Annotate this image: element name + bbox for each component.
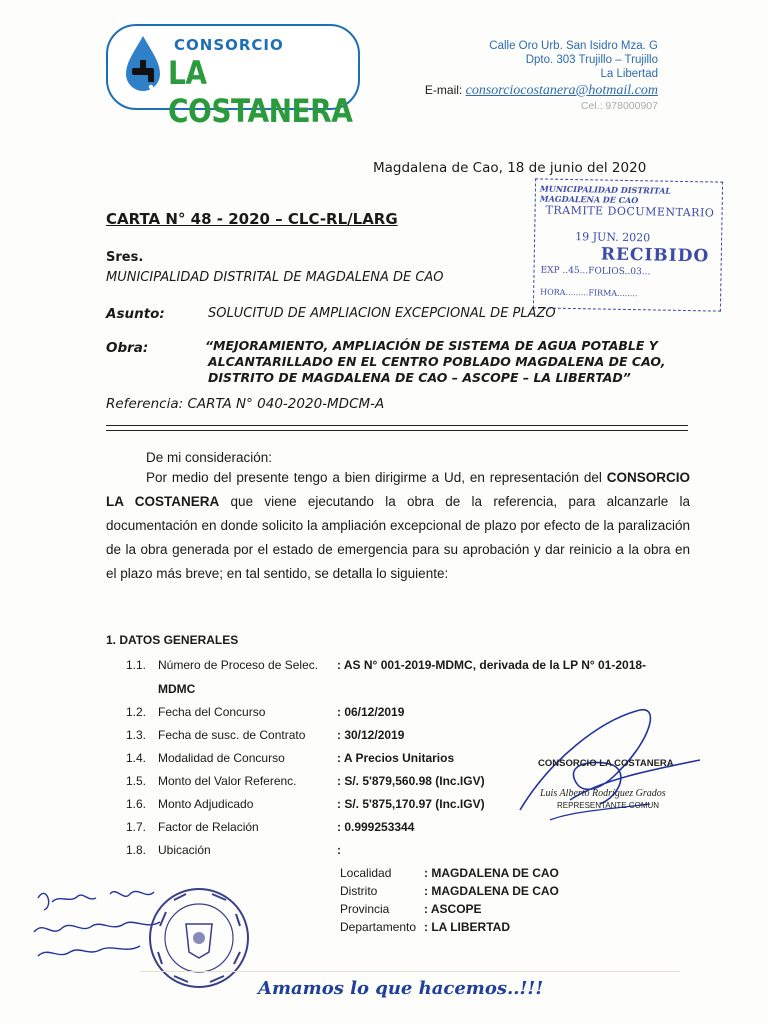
body-part1: Por medio del presente tengo a bien dirigirme a Ud, en representación del	[146, 470, 602, 485]
company-logo	[106, 24, 360, 130]
row-key: Ubicación	[158, 843, 211, 857]
row-value: : A Precios Unitarios	[337, 751, 455, 765]
row-value: : 30/12/2019	[337, 728, 405, 742]
data-row	[126, 843, 211, 857]
location-key: Distrito	[340, 884, 378, 898]
phone-line: Cel.: 978000907	[580, 100, 658, 112]
obra-line-2: ALCANTARILLADO EN EL CENTRO POBLADO MAGDALENA DE CAO,	[208, 354, 666, 369]
row-key: Fecha del Concurso	[158, 705, 266, 719]
handwritten-signature	[510, 700, 710, 840]
obra-label: Obra:	[106, 340, 149, 356]
reference-line	[106, 396, 384, 412]
recipient-name: MUNICIPALIDAD DISTRITAL DE MAGDALENA DE CAO	[106, 270, 444, 285]
body-paragraph	[106, 466, 690, 586]
stamp-status: RECIBIDO	[600, 244, 710, 267]
data-row	[126, 820, 259, 834]
divider-top	[106, 425, 688, 426]
letter-date: Magdalena de Cao, 18 de junio del 2020	[373, 160, 647, 176]
address-line-3: La Libertad	[600, 68, 658, 80]
row-key: Monto del Valor Referenc.	[158, 774, 297, 788]
greeting: De mi consideración:	[146, 450, 273, 465]
row-value: : S/. 5'879,560.98 (Inc.IGV)	[337, 774, 485, 788]
logo-line1: CONSORCIO	[174, 36, 284, 54]
location-value: : MAGDALENA DE CAO	[424, 866, 559, 880]
municipal-seal	[146, 886, 252, 990]
row-key: Factor de Relación	[158, 820, 259, 834]
data-row	[126, 774, 297, 788]
row-value-cont: MDMC	[158, 682, 196, 696]
row-key: Fecha de susc. de Contrato	[158, 728, 306, 742]
row-num: 1.6.	[126, 797, 147, 811]
row-key: Número de Proceso de Selec.	[158, 658, 319, 672]
row-num: 1.5.	[126, 774, 147, 788]
stamp-entity: MUNICIPALIDAD DISTRITAL MAGDALENA DE CAO	[539, 183, 672, 206]
logo-line2: LA COSTANERA	[168, 54, 353, 130]
email-line	[425, 83, 658, 99]
letter-number: CARTA N° 48 - 2020 – CLC-RL/LARG	[106, 210, 398, 228]
row-value: : 06/12/2019	[337, 705, 405, 719]
data-row	[126, 658, 319, 672]
stamp-date: 19 JUN. 2020	[575, 230, 651, 245]
row-value: : AS N° 001-2019-MDMC, derivada de la LP N° 01-2018-	[337, 658, 647, 672]
row-key: Modalidad de Concurso	[158, 751, 285, 765]
address-line-2: Dpto. 303 Trujillo – Trujillo	[525, 54, 658, 66]
data-row	[126, 797, 254, 811]
location-value: : ASCOPE	[424, 902, 482, 916]
location-key: Localidad	[340, 866, 392, 880]
body-part2: que viene ejecutando la obra de la referencia, para alcanzarle la documentación en donde solicito la ampliación excepcional de plazo por efecto de la paralización de la obra generada por el estado de emergencia para su aprobación y dar reinicio a la obra en el plazo más breve; en tal sentido, se detalla lo siguiente:	[106, 494, 690, 581]
row-key: Monto Adjudicado	[158, 797, 254, 811]
email-link[interactable]: consorciocostanera@hotmail.com	[465, 83, 658, 98]
section-title: 1. DATOS GENERALES	[106, 633, 239, 647]
data-row	[126, 751, 285, 765]
obra-line-3: DISTRITO DE MAGDALENA DE CAO – ASCOPE – LA LIBERTAD”	[208, 370, 631, 385]
data-row	[126, 728, 306, 742]
stamp-office: TRAMITE DOCUMENTARIO	[545, 203, 715, 220]
row-value: :	[337, 843, 341, 857]
row-num: 1.4.	[126, 751, 147, 765]
location-value: : MAGDALENA DE CAO	[424, 884, 559, 898]
body-bold-company: CONSORCIO LA COSTANERA	[106, 470, 690, 509]
obra-line-1: “MEJORAMIENTO, AMPLIACIÓN DE SISTEMA DE AGUA POTABLE Y	[205, 338, 658, 353]
row-num: 1.8.	[126, 843, 147, 857]
row-num: 1.1.	[126, 658, 147, 672]
stamp-hora: HORA.........FIRMA........	[540, 287, 638, 299]
location-key: Departamento	[340, 920, 417, 934]
stamp-exp: EXP ..45...FOLIOS..03...	[540, 265, 651, 278]
row-num: 1.2.	[126, 705, 147, 719]
recipient-label: Sres.	[106, 250, 144, 265]
divider-bottom	[106, 430, 688, 431]
row-value: : 0.999253344	[337, 820, 415, 834]
subject-label: Asunto:	[106, 306, 165, 322]
row-value: : S/. 5'875,170.97 (Inc.IGV)	[337, 797, 485, 811]
footer-slogan: Amamos lo que hacemos..!!!	[258, 978, 544, 999]
address-line-1: Calle Oro Urb. San Isidro Mza. G	[489, 40, 658, 52]
water-drop-faucet-icon	[122, 34, 164, 96]
row-num: 1.3.	[126, 728, 147, 742]
email-label: E-mail:	[424, 83, 463, 97]
location-value: : LA LIBERTAD	[424, 920, 510, 934]
location-key: Provincia	[340, 902, 390, 916]
row-num: 1.7.	[126, 820, 147, 834]
subject-text: SOLUCITUD DE AMPLIACION EXCEPCIONAL DE PLAZO	[208, 306, 556, 321]
footer-rule	[140, 971, 680, 972]
data-row	[126, 705, 266, 719]
signature-company: CONSORCIO LA COSTANERA	[538, 758, 674, 769]
reception-stamp	[533, 178, 723, 311]
reference-text: Referencia: CARTA N° 040-2020-MDCM-A	[106, 396, 385, 412]
signature-role: REPRESENTANTE COMUN	[557, 801, 660, 810]
signature-name: Luis Alberto Rodríguez Grados	[540, 788, 666, 799]
